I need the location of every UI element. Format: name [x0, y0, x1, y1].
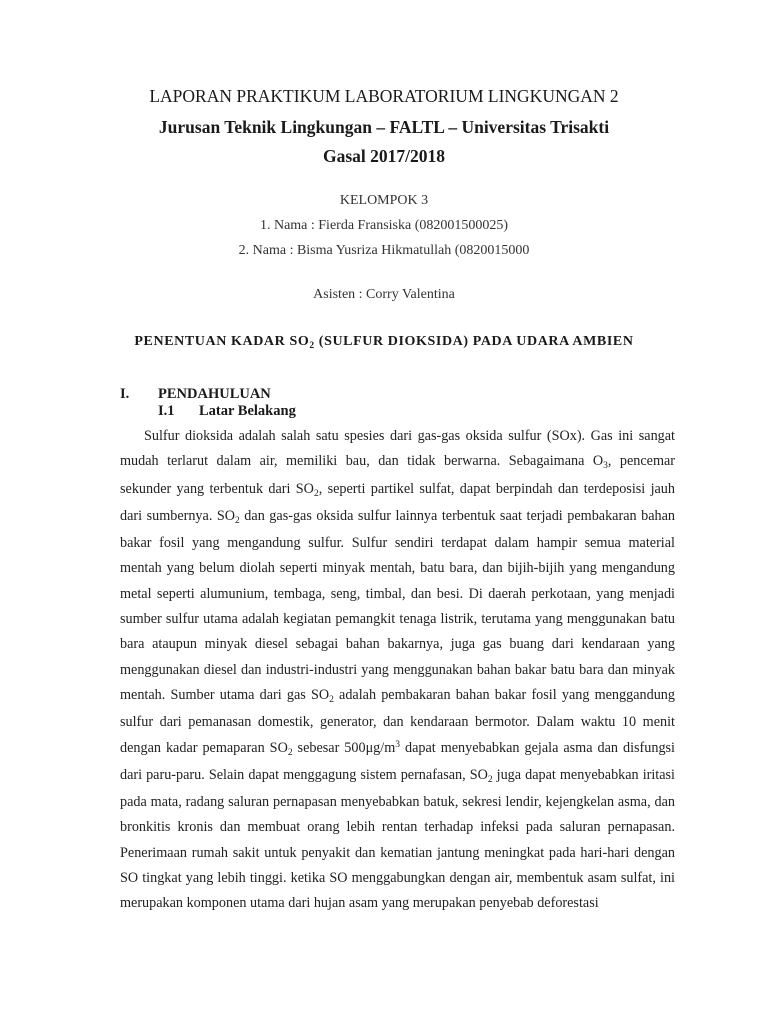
- member-2: 2. Nama : Bisma Yusriza Hikmatullah (0820015000: [238, 243, 530, 258]
- text-run: dapat menyebabkan gejala asma dan disfungsi dari paru-paru. Selain dapat menggagung sistem pernafasan, SO: [120, 739, 675, 783]
- text-run: sebesar 500μg/m: [292, 739, 396, 756]
- subscript: 2: [235, 515, 240, 526]
- group-label: KELOMPOK 3: [339, 193, 429, 208]
- subscript: 2: [309, 341, 315, 351]
- report-title: LAPORAN PRAKTIKUM LABORATORIUM LINGKUNGAN 2: [149, 86, 619, 106]
- document-title-text-rest: (SULFUR DIOKSIDA) PADA UDARA AMBIEN: [314, 334, 634, 349]
- text-run: dan gas-gas oksida sulfur lainnya terbentuk saat terjadi pembakaran bahan bakar fosil yang mengandung sulfur. Sulfur sendiri terdapat dalam hampir semua material mentah yang belum diolah seperti minyak mentah, batu bara, dan bijih-bijih yang mengandung metal seperti alumunium, tembaga, seng, timbal, dan besi. Di daerah perkotaan, yang menjadi sumber sulfur utama adalah kegiatan pemangkit tenaga listrik, terutama yang menggunakan batu bara ataupun minyak diesel sebagai bahan bakarnya, juga gas buang dari kendaraan yang menggunakan diesel dan industri-industri yang menggunakan bahan bakar batu bara dan minyak mentah. Sumber utama dari gas SO: [120, 507, 675, 703]
- document-title-text: PENENTUAN KADAR SO: [134, 334, 310, 349]
- document-title: [0, 334, 768, 350]
- body-paragraph: [120, 424, 675, 917]
- section-number: I.: [120, 386, 130, 402]
- superscript: 3: [395, 739, 401, 750]
- text-run: , pencemar sekunder yang terbentuk dari SO: [120, 453, 676, 497]
- text-run: Sulfur dioksida adalah salah satu spesies dari gas-gas oksida sulfur (SOx). Gas ini sangat mudah terlarut dalam air, memiliki bau, dan tidak berwarna. Sebagaimana O: [120, 428, 675, 470]
- department-line: Jurusan Teknik Lingkungan – FALTL – Universitas Trisakti: [158, 117, 610, 137]
- subscript: 2: [313, 488, 319, 499]
- section-heading: PENDAHULUAN: [158, 386, 271, 402]
- subsection-number: I.1: [158, 403, 175, 419]
- subscript: 3: [603, 461, 608, 472]
- subscript: 2: [329, 694, 334, 705]
- text-run: adalah pembakaran bahan bakar fosil yang menggandung sulfur dari pemanasan domestik, generator, dan kendaraan bermotor. Dalam waktu 10 menit dengan kadar pemaparan SO: [120, 686, 675, 756]
- semester-line: Gasal 2017/2018: [322, 146, 446, 166]
- assistant-name: Asisten : Corry Valentina: [313, 287, 455, 302]
- text-run: juga dapat menyebabkan iritasi pada mata, radang saluran pernapasan menyebabkan batuk, sekresi lendir, kejengkelan asma, dan bronkitis kronis dan membuat orang lebih rentan terhadap infeksi pada saluran pernapasan. Penerimaan rumah sakit untuk penyakit dan kematian jantung meningkat pada hari-hari dengan SO tingkat yang lebih tinggi. ketika SO menggabungkan dengan air, membentuk asam sulfat, ini merupakan komponen utama dari hujan asam yang merupakan penyebab deforestasi: [120, 766, 675, 912]
- member-1: 1. Nama : Fierda Fransiska (082001500025): [259, 218, 509, 233]
- subscript: 2: [487, 774, 493, 785]
- subsection-heading: Latar Belakang: [199, 403, 296, 419]
- subscript: 2: [287, 747, 293, 758]
- text-run: , seperti partikel sulfat, dapat berpindah dan terdeposisi jauh dari sumbernya. SO: [120, 480, 675, 524]
